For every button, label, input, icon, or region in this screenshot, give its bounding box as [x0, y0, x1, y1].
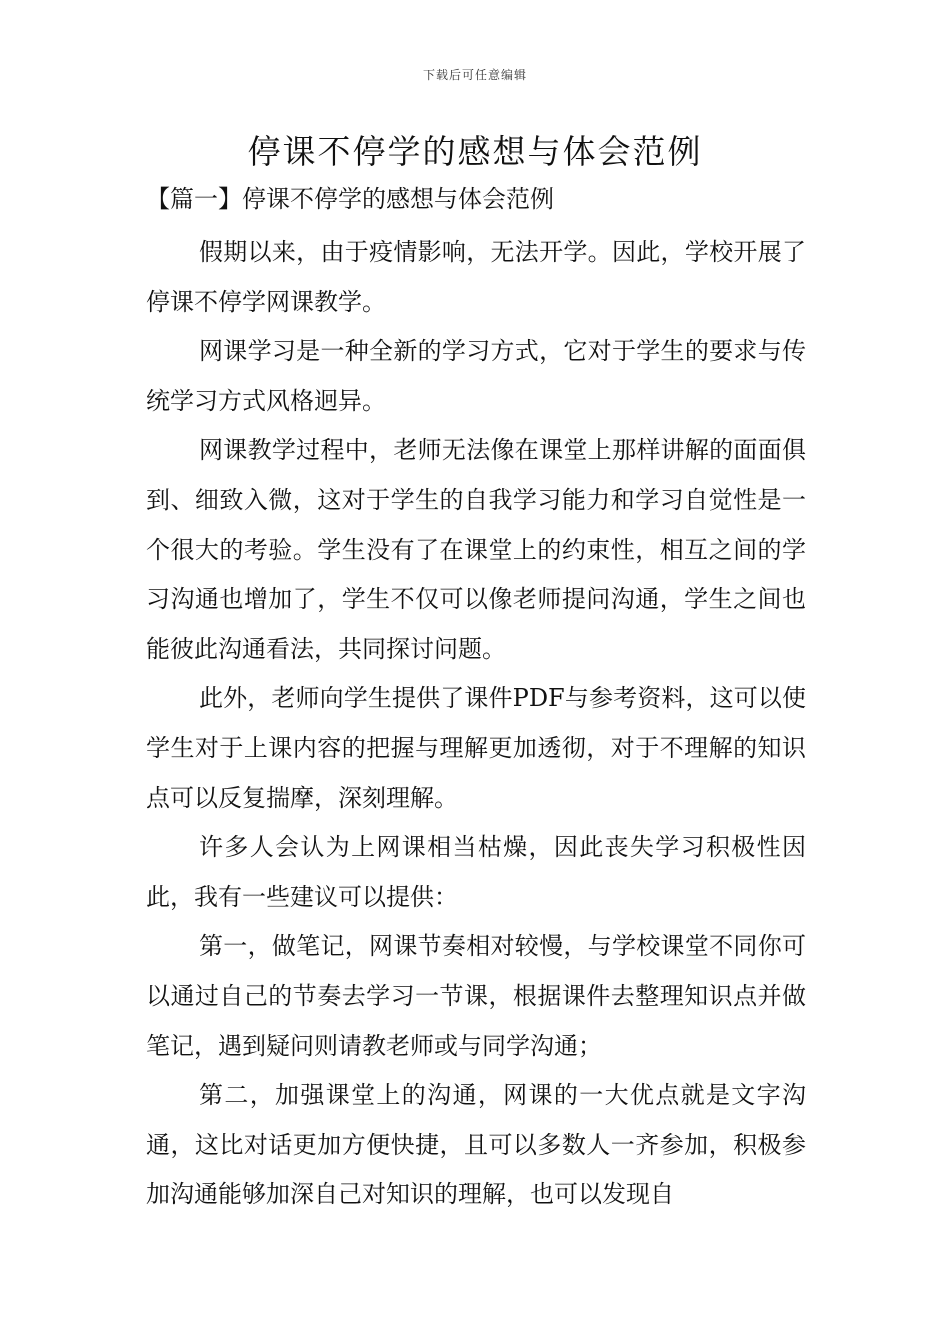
paragraph: 网课学习是一种全新的学习方式，它对于学生的要求与传统学习方式风格迥异。	[146, 337, 806, 415]
paragraph: 网课教学过程中，老师无法像在课堂上那样讲解的面面俱到、细致入微，这对于学生的自我学习能力和学习自觉性是一个很大的考验。学生没有了在课堂上的约束性，相互之间的学习沟通也增加了，学生不仅可以像老师提问沟通，学生之间也能彼此沟通看法，共同探讨问题。	[146, 436, 806, 663]
paragraph: 许多人会认为上网课相当枯燥，因此丧失学习积极性因此，我有一些建议可以提供：	[146, 833, 806, 911]
section-heading: 【篇一】停课不停学的感想与体会范例	[146, 185, 554, 213]
paragraph: 此外，老师向学生提供了课件PDF与参考资料，这可以使学生对于上课内容的把握与理解更加透彻，对于不理解的知识点可以反复揣摩，深刻理解。	[146, 684, 806, 812]
paragraph: 假期以来，由于疫情影响，无法开学。因此，学校开展了停课不停学网课教学。	[146, 238, 806, 316]
header-note: 下载后可任意编辑	[422, 68, 527, 82]
paragraph: 第二，加强课堂上的沟通，网课的一大优点就是文字沟通，这比对话更加方便快捷，且可以多数人一齐参加，积极参加沟通能够加深自己对知识的理解，也可以发现自	[146, 1081, 806, 1209]
body-text	[146, 228, 806, 1220]
document-title: 停课不停学的感想与体会范例	[247, 132, 703, 171]
paragraph: 第一，做笔记，网课节奏相对较慢，与学校课堂不同你可以通过自己的节奏去学习一节课，根据课件去整理知识点并做笔记，遇到疑问则请教老师或与同学沟通；	[146, 932, 806, 1060]
